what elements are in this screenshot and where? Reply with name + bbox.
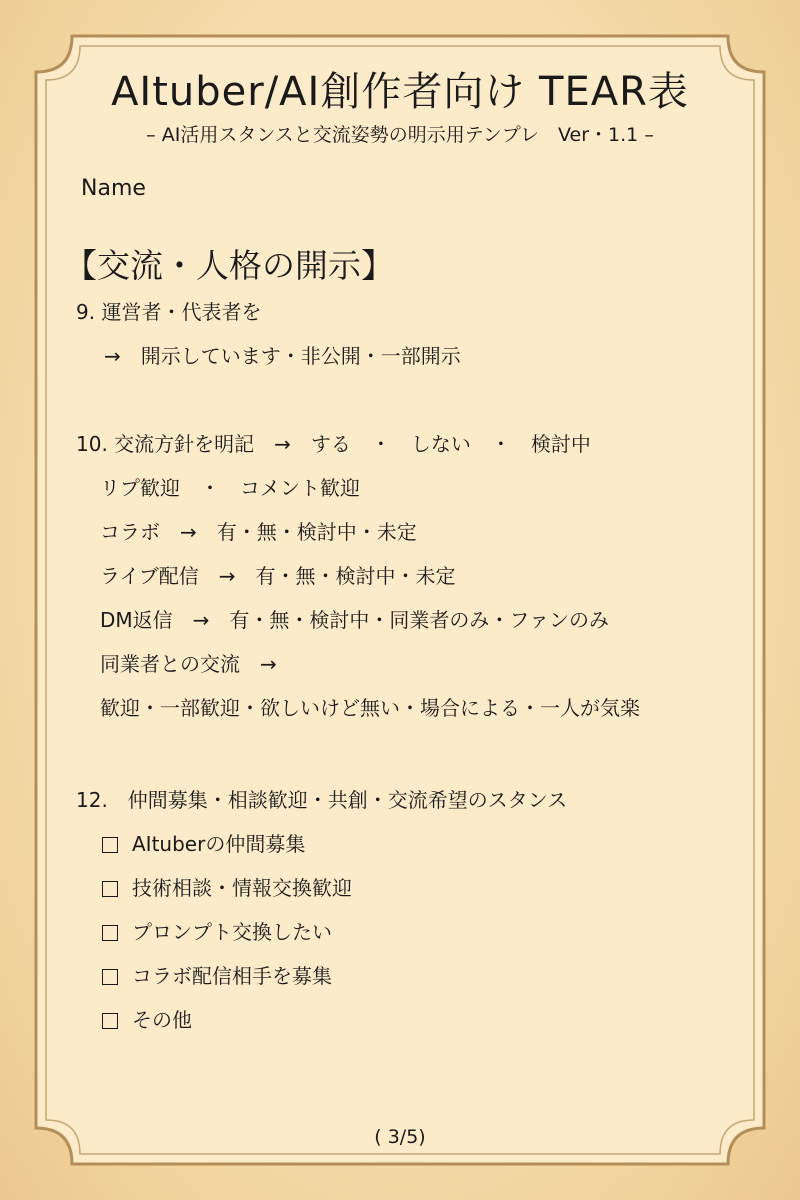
checkbox-label: その他 bbox=[132, 1008, 192, 1032]
item-9-options: → 開示しています・非公開・一部開示 bbox=[104, 344, 461, 368]
checkbox-item bbox=[102, 1006, 192, 1034]
item-12-label: 12. 仲間募集・相談歓迎・共創・交流希望のスタンス bbox=[76, 788, 568, 812]
checkbox-label: コラボ配信相手を募集 bbox=[132, 964, 332, 988]
page-subtitle: – AI活用スタンスと交流姿勢の明示用テンプレ Ver・1.1 – bbox=[146, 124, 654, 146]
checkbox[interactable] bbox=[102, 925, 118, 941]
checkbox[interactable] bbox=[102, 969, 118, 985]
item-10-peer-interaction: 同業者との交流 → bbox=[100, 652, 277, 676]
checkbox-item bbox=[102, 918, 332, 946]
checkbox-item bbox=[102, 830, 305, 858]
name-label: Name bbox=[81, 176, 146, 201]
checkbox-label: プロンプト交換したい bbox=[132, 920, 332, 944]
checkbox[interactable] bbox=[102, 881, 118, 897]
checkbox-label: AItuberの仲間募集 bbox=[132, 832, 306, 856]
checkbox-item bbox=[102, 962, 332, 990]
item-10-dm-reply: DM返信 → 有・無・検討中・同業者のみ・ファンのみ bbox=[100, 608, 610, 632]
item-10-collab: コラボ → 有・無・検討中・未定 bbox=[100, 520, 417, 544]
section-heading: 【交流・人格の開示】 bbox=[64, 246, 394, 285]
item-9-label: 9. 運営者・代表者を bbox=[76, 300, 262, 324]
item-10-live-stream: ライブ配信 → 有・無・検討中・未定 bbox=[100, 564, 456, 588]
item-10-reply-comment: リプ歓迎 ・ コメント歓迎 bbox=[100, 476, 360, 500]
checkbox-item bbox=[102, 874, 352, 902]
page-title: AItuber/AI創作者向け TEAR表 bbox=[111, 69, 689, 115]
checkbox[interactable] bbox=[102, 1013, 118, 1029]
checkbox[interactable] bbox=[102, 837, 118, 853]
item-10-peer-options: 歓迎・一部歓迎・欲しいけど無い・場合による・一人が気楽 bbox=[100, 696, 640, 720]
page-indicator: ( 3/5) bbox=[374, 1126, 426, 1148]
checkbox-label: 技術相談・情報交換歓迎 bbox=[132, 876, 352, 900]
item-10-label: 10. 交流方針を明記 → する ・ しない ・ 検討中 bbox=[76, 432, 591, 456]
